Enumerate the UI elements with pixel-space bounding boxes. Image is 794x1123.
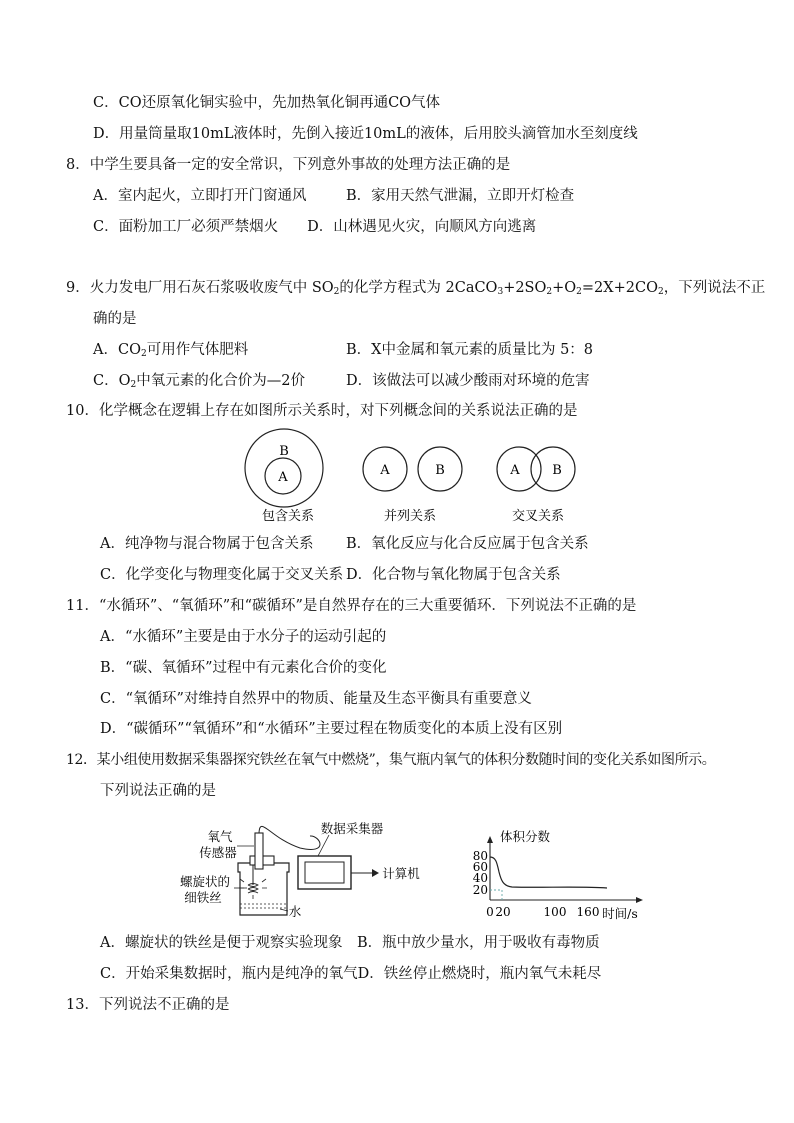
inclusion-label-b: B (279, 444, 289, 459)
parallel-label-b: B (435, 463, 445, 478)
q11-option-c: C．“氧循环”对维持自然界中的物质、能量及生态平衡具有重要意义 (100, 691, 532, 707)
parallel-label-a: A (380, 463, 390, 478)
graph-y-label: 体积分数 (499, 829, 551, 844)
x-tick-100: 100 (543, 905, 567, 919)
y-axis-arrow-icon (487, 836, 493, 843)
q8-option-b: B．家用天然气泄漏，立即开灯检查 (346, 188, 575, 204)
graph-x-label: 时间/s (602, 906, 638, 921)
cross-label-b: B (552, 463, 562, 478)
q8-stem: 8．中学生要具备一定的安全常识，下列意外事故的处理方法正确的是 (66, 157, 511, 173)
label-data-collector: 数据采集器 (320, 821, 384, 836)
y-tick-60: 60 (472, 860, 488, 874)
y-tick-40: 40 (472, 871, 488, 885)
q10-stem: 10．化学概念在逻辑上存在如图所示关系时，对下列概念间的关系说法正确的是 (66, 403, 578, 419)
q12-apparatus (180, 821, 420, 919)
inclusion-label-a: A (278, 470, 288, 485)
caption-parallel: 并列关系 (383, 509, 437, 524)
label-sensor: 传感器 (199, 845, 237, 860)
q12-option-cd: C．开始采集数据时，瓶内是纯净的氧气D．铁丝停止燃烧时，瓶内氧气未耗尽 (100, 966, 602, 982)
x-axis-arrow-icon (636, 897, 643, 903)
q12-oxygen-graph (473, 829, 643, 921)
label-water: 水 (288, 904, 302, 919)
q10-option-d: D．化合物与氧化物属于包含关系 (346, 567, 561, 583)
y-tick-80: 80 (472, 849, 488, 863)
q10-option-a: A．纯净物与混合物属于包含关系 (100, 536, 314, 552)
q12-stem-line2: 下列说法正确的是 (100, 783, 216, 799)
oxygen-curve (490, 857, 607, 888)
caption-inclusion: 包含关系 (261, 509, 315, 524)
q9-stem: 9．火力发电厂用石灰石浆吸收废气中 $SO_2$的化学方程式为 $2CaCO_3+2SO_2+O_2=2X+2CO_2$，下列说法不正 (66, 280, 766, 297)
q12-stem: 12．某小组使用数据采集器探究铁丝在氧气中燃烧”，集气瓶内氧气的体积分数随时间的变化关系如图所示。 (66, 752, 716, 768)
q11-stem: 11．“水循环”、“氧循环”和“碳循环”是自然界存在的三大重要循环．下列说法不正确的是 (66, 598, 637, 614)
q9-option-c: C．$O_2$中氧元素的化合价为—2价 (93, 373, 305, 390)
x-tick-20: 20 (495, 905, 511, 919)
q8-option-a: A．室内起火，立即打开门窗通风 (93, 188, 307, 204)
q12-option-ab: A．螺旋状的铁丝是便于观察实验现象 B．瓶中放少量水，用于吸收有毒物质 (100, 935, 600, 951)
q9-option-b: B．X中金属和氧元素的质量比为 5：8 (346, 342, 594, 358)
set-b-outer-circle (245, 429, 323, 507)
q11-option-b: B．“碳、氧循环”过程中有元素化合价的变化 (100, 660, 387, 676)
label-computer: 计算机 (382, 866, 420, 881)
arrow-icon (372, 869, 379, 877)
y-tick-20: 20 (472, 883, 488, 897)
label-spiral: 螺旋状的 (179, 874, 231, 889)
sensor-probe (255, 833, 263, 869)
gas-bottle (238, 863, 289, 915)
q9-stem-line2: 确的是 (93, 311, 137, 327)
q9-option-d: D．该做法可以减少酸雨对环境的危害 (346, 373, 590, 389)
cross-label-a: A (510, 463, 520, 478)
sensor-cable (259, 826, 320, 849)
x-tick-0: 0 (486, 905, 494, 919)
data-collector-screen (305, 862, 344, 883)
q11-option-a: A．“水循环”主要是由于水分子的运动引起的 (100, 629, 387, 645)
q8-option-cd: C．面粉加工厂必须严禁烟火 D．山林遇见火灾，向顺风方向逃离 (93, 219, 537, 235)
q10-option-b: B．氧化反应与化合反应属于包含关系 (346, 536, 589, 552)
label-oxygen: 氧气 (207, 829, 233, 844)
label-iron-wire: 细铁丝 (184, 890, 222, 905)
caption-cross: 交叉关系 (511, 509, 565, 524)
q11-option-d: D．“碳循环”“氧循环”和“水循环”主要过程在物质变化的本质上没有区别 (100, 721, 563, 737)
q7-option-c: C．CO还原氧化铜实验中，先加热氧化铜再通CO气体 (93, 95, 441, 111)
q7-option-d: D．用量筒量取10mL液体时，先倒入接近10mL的液体，后用胶头滴管加水至刻度线 (93, 126, 638, 142)
q13-stem: 13．下列说法不正确的是 (66, 997, 230, 1013)
q9-option-a: A．$CO_2$可用作气体肥料 (93, 342, 249, 359)
q10-option-c: C．化学变化与物理变化属于交叉关系 (100, 567, 344, 583)
x-tick-160: 160 (576, 905, 600, 919)
